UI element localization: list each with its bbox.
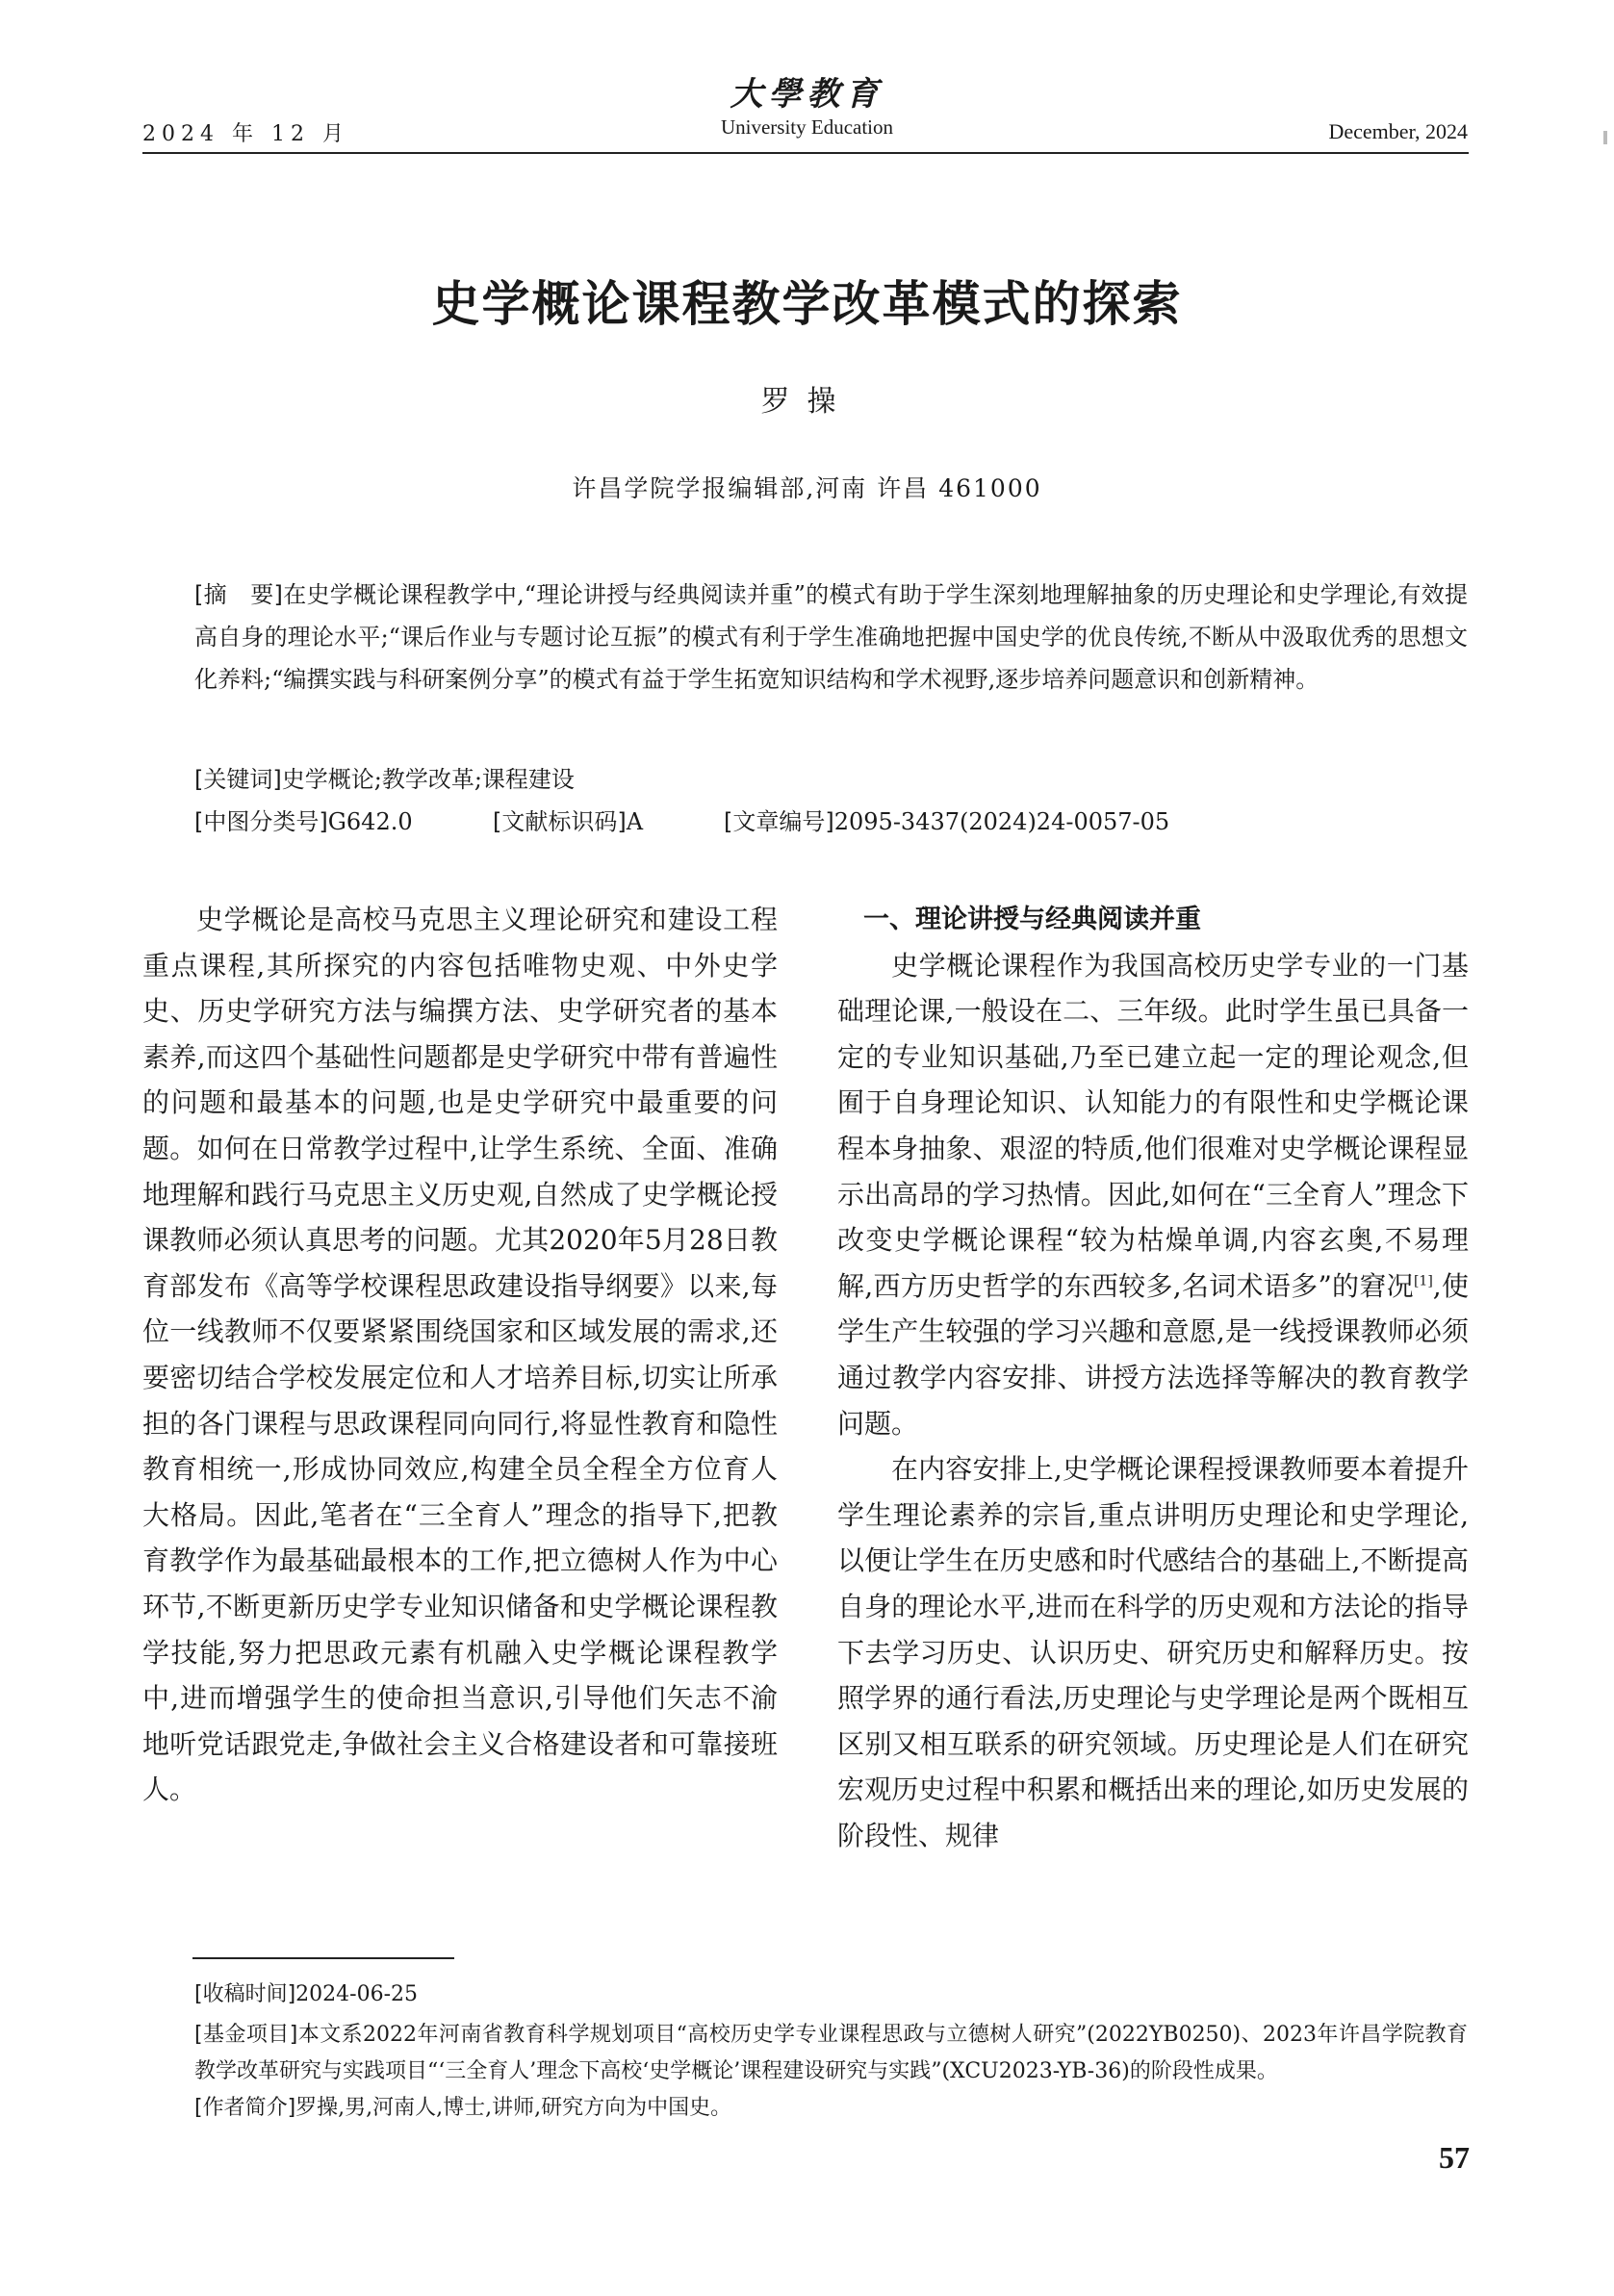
footnote-fund [194,2017,1468,2090]
paragraph-text: 史学概论课程作为我国高校历史学专业的一门基础理论课,一般设在二、三年级。此时学生虽已具备一定的专业知识基础,乃至已建立起一定的理论观念,但囿于自身理论知识、认知能力的有限性和史学概论课程本身抽象、艰涩的特质,他们很难对史学概论课程显示出高昂的学习热情。因此,如何在“三全育人”理念下改变史学概论课程“较为枯燥单调,内容玄奥,不易理解,西方历史哲学的东西较多,名词术语多”的窘况 [837,949,1469,1302]
clc-label: [中图分类号] [194,808,328,835]
footnote-bio [194,2090,1468,2127]
received-value: 2024-06-25 [295,1982,419,2006]
header-date-en: December, 2024 [1328,119,1468,143]
bio-text: 罗操,男,河南人,博士,讲师,研究方向为中国史。 [295,2096,732,2120]
body-paragraph: 在内容安排上,史学概论课程授课教师要本着提升学生理论素养的宗旨,重点讲明历史理论和史学理论,以便让学生在历史感和时代感结合的基础上,不断提高自身的理论水平,进而在科学的历史观和方法论的指导下去学习历史、认识历史、研究历史和解释历史。按照学界的通行看法,历史理论与史学理论是两个既相互区别又相互联系的研究领域。历史理论是人们在研究宏观历史过程中积累和概括出来的理论,如历史发展的阶段性、规律 [837,1453,1469,1851]
classification-clc [194,801,413,843]
article-title: 史学概论课程教学改革模式的探索 [431,276,1183,332]
fund-label: [基金项目] [194,2023,298,2047]
header-date-cn: 2024 年 12 月 [142,122,349,146]
header-rule [142,152,1469,154]
abstract-text: 在史学概论课程教学中,“理论讲授与经典阅读并重”的模式有助于学生深刻地理解抽象的历史理论和史学理论,有效提高自身的理论水平;“课后作业与专题讨论互振”的模式有利于学生准确地把握中国史学的优良传统,不断从中汲取优秀的思想文化养料;“编撰实践与科研案例分享”的模式有益于学生拓宽知识结构和学术视野,逐步培养问题意识和创新精神。 [194,581,1468,693]
section-heading: 一、理论讲授与经典阅读并重 [863,905,1201,934]
page-number: 57 [1439,2140,1470,2175]
classification-doc [493,801,643,843]
body-right-column [837,897,1469,1858]
article-affiliation: 许昌学院学报编辑部,河南 许昌 461000 [572,474,1042,502]
abstract [194,574,1468,701]
keywords-label: [关键词] [194,766,282,793]
article-no-label: [文章编号] [724,808,834,835]
body-paragraph [837,943,1469,1447]
doc-value: A [626,808,644,835]
paragraph-text: ,使学生产生较强的学习兴趣和意愿,是一线授课教师必须通过教学内容安排、讲授方法选择等解决的教育教学问题。 [837,1269,1469,1440]
classification-article [724,801,1169,843]
clc-value: G642.0 [327,808,413,835]
journal-name-en: University Education [720,115,894,139]
bio-label: [作者简介] [194,2096,296,2120]
article-no-value: 2095-3437(2024)24-0057-05 [833,808,1170,835]
footnote-rule [192,1957,454,1959]
received-label: [收稿时间] [194,1982,296,2006]
edge-mark [1603,131,1607,144]
body-paragraph: 史学概论是高校马克思主义理论研究和建设工程重点课程,其所探究的内容包括唯物史观、中外史学史、历史学研究方法与编撰方法、史学研究者的基本素养,而这四个基础性问题都是史学研究中带有普遍性的问题和最基本的问题,也是史学研究中最重要的问题。如何在日常教学过程中,让学生系统、全面、准确地理解和践行马克思主义历史观,自然成了史学概论授课教师必须认真思考的问题。尤其2020年5月28日教育部发布《高等学校课程思政建设指导纲要》以来,每位一线教师不仅要紧紧围绕国家和区域发展的需求,还要密切结合学校发展定位和人才培养目标,切实让所承担的各门课程与思政课程同向同行,将显性教育和隐性教育相统一,形成协同效应,构建全员全程全方位育人大格局。因此,笔者在“三全育人”理念的指导下,把教育教学作为最基础最根本的工作,把立德树人作为中心环节,不断更新历史学专业知识储备和史学概论课程教学技能,努力把思政元素有机融入史学概论课程教学中,进而增强学生的使命担当意识,引导他们矢志不渝地听党话跟党走,争做社会主义合格建设者和可靠接班人。 [142,904,778,1806]
article-author: 罗操 [760,385,854,419]
keywords-text: 史学概论;教学改革;课程建设 [281,766,575,793]
abstract-label: [摘 要] [194,581,283,608]
body-left-column [142,897,778,1813]
journal-logo: 大學教育 [730,75,884,114]
footnote-received [194,1977,1468,2013]
doc-label: [文献标识码] [493,808,627,835]
fund-text: 本文系2022年河南省教育科学规划项目“高校历史学专业课程思政与立德树人研究”(2022YB0250)、2023年许昌学院教育教学改革研究与实践项目“‘三全育人’理念下高校‘史学概论’课程建设研究与实践”(XCU2023-YB-36)的阶段性成果。 [194,2023,1468,2083]
reference-mark: [1] [1413,1273,1433,1289]
keywords [194,758,575,801]
